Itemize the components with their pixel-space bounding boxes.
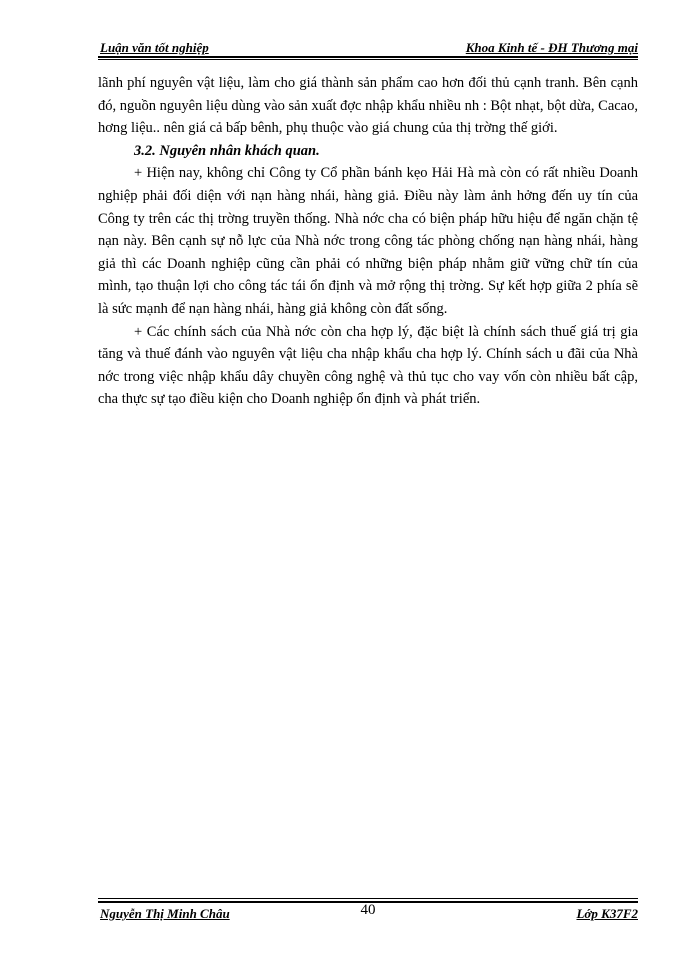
- header-document-type: Luận văn tốt nghiệp: [100, 40, 209, 55]
- paragraph-state-policies: + Các chính sách của Nhà nớc còn cha hợp lý, đặc biệt là chính sách thuế giá trị gia tăng và thuế đánh vào nguyên vật liệu cha nhập khẩu cha hợp lý. Chính sách u đãi của Nhà nớc trong việc nhập khẩu dây chuyền công nghệ và thủ tục cho vay vốn còn nhiều bất cập, cha thực sự tạo điều kiện cho Doanh nghiệp ổn định và phát triển.: [98, 323, 638, 408]
- header-divider-thin: [98, 59, 638, 60]
- page-footer: [98, 898, 638, 928]
- footer-divider-thin: [98, 898, 638, 899]
- header-faculty: Khoa Kinh tế - ĐH Thương mại: [465, 40, 638, 55]
- footer-author: Nguyễn Thị Minh Châu: [100, 906, 230, 921]
- footer-class: Lớp K37F2: [576, 906, 638, 921]
- paragraph-counterfeit-goods: + Hiện nay, không chỉ Công ty Cổ phần bánh kẹo Hải Hà mà còn có rất nhiều Doanh nghiệp phải đối diện với nạn hàng nhái, hàng giả. Điều này làm ảnh hởng đến uy tín của Công ty trên các thị trờng truyền thống. Nhà nớc cha có biện pháp hữu hiệu để ngăn chặn tệ nạn này. Bên cạnh sự nỗ lực của Nhà nớc trong công tác phòng chống nạn hàng nhái, hàng giả thì các Doanh nghiệp cũng cần phải có những biện pháp nhằm giữ vững chữ tín của mình, tạo thuận lợi cho công tác tái ổn định và mở rộng thị trờng. Sự kết hợp giữa 2 phía sẽ là sức mạnh để nạn hàng nhái, hàng giả không còn đất sống.: [98, 165, 638, 317]
- paragraph-continuation: lãnh phí nguyên vật liệu, làm cho giá thành sản phẩm cao hơn đối thủ cạnh tranh. Bên cạnh đó, nguồn nguyên liệu dùng vào sản xuất đợc nhập khẩu nhiều nh : Bột nhạt, bột dừa, Cacao, hơng liệu.. nên giá cả bấp bênh, phụ thuộc vào giá chung của thị trờng thế giới.: [98, 75, 638, 137]
- header-divider: [98, 56, 638, 58]
- page-body: [98, 72, 638, 411]
- section-heading: 3.2. Nguyên nhân khách quan.: [134, 142, 320, 159]
- page-number: 40: [360, 902, 376, 918]
- page-header: [98, 40, 638, 60]
